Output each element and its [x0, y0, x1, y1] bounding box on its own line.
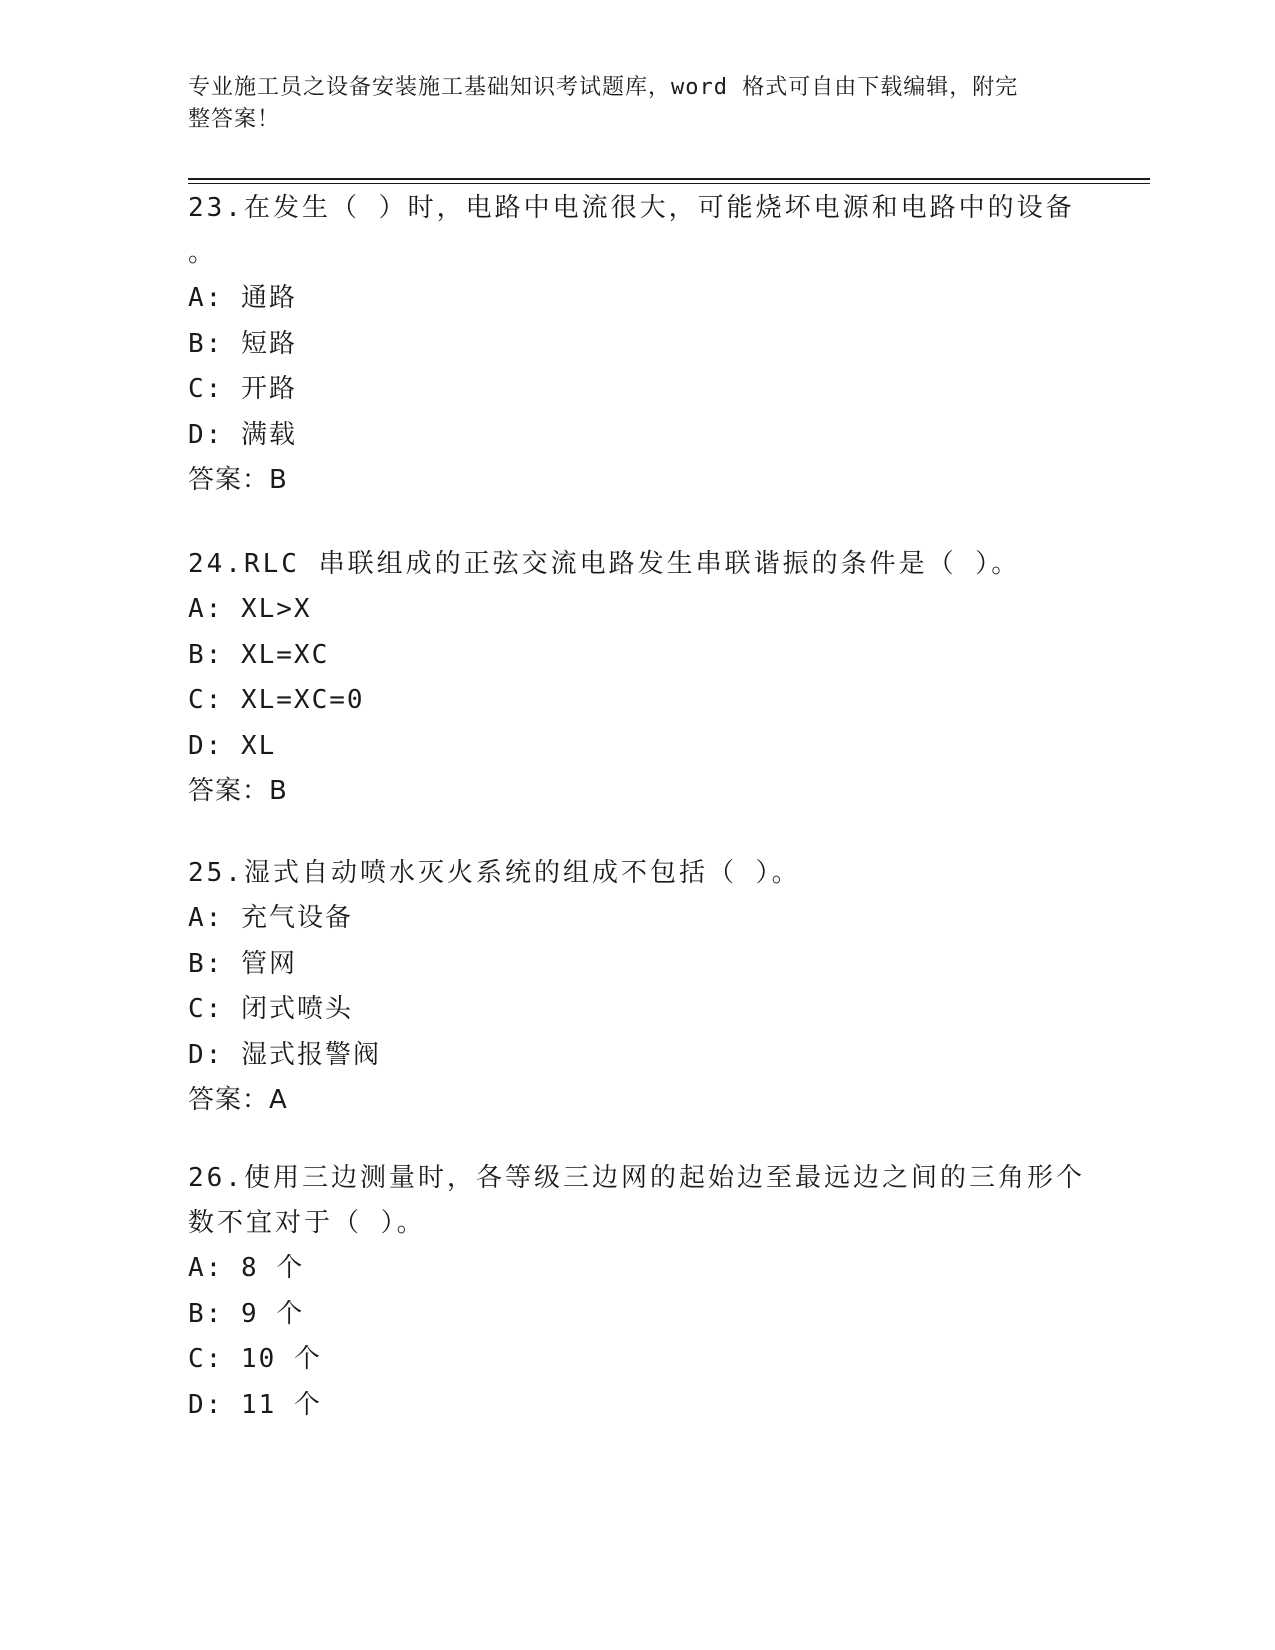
question-stem: 25.湿式自动喷水灭火系统的组成不包括（ ）。	[188, 858, 801, 888]
header-line-2: 整答案！	[188, 107, 281, 132]
question-23	[188, 186, 1088, 502]
question-stem: 26.使用三边测量时，各等级三边网的起始边至最远边之间的三角形个	[188, 1163, 1085, 1193]
question-24	[188, 542, 1088, 813]
option-b: B: 短路	[188, 328, 297, 359]
option-c: C: 10 个	[188, 1344, 322, 1374]
question-26	[188, 1156, 1088, 1428]
document-header	[188, 72, 1088, 136]
option-a: A: 通路	[188, 283, 297, 313]
answer: 答案：B	[188, 465, 288, 495]
option-d: D: XL	[188, 730, 277, 761]
option-c: C: XL=XC=0	[188, 685, 365, 715]
question-stem-continued: 。	[188, 238, 218, 268]
option-d: D: 满载	[188, 419, 297, 450]
option-b: B: 9 个	[188, 1298, 305, 1329]
question-stem: 23.在发生（ ）时，电路中电流很大，可能烧坏电源和电路中的设备	[188, 193, 1075, 223]
question-25	[188, 851, 1088, 1122]
answer: 答案：B	[188, 776, 288, 806]
option-a: A: XL>X	[188, 594, 312, 624]
option-a: A: 8 个	[188, 1253, 305, 1283]
option-c: C: 闭式喷头	[188, 994, 353, 1024]
option-c: C: 开路	[188, 374, 297, 404]
option-d: D: 湿式报警阀	[188, 1039, 381, 1070]
header-line-1: 专业施工员之设备安装施工基础知识考试题库，word 格式可自由下载编辑，附完	[188, 75, 1019, 100]
option-b: B: 管网	[188, 948, 297, 979]
header-divider	[188, 178, 1150, 184]
option-a: A: 充气设备	[188, 903, 353, 933]
question-stem-continued: 数不宜对于（ ）。	[188, 1208, 426, 1238]
answer: 答案：A	[188, 1085, 288, 1115]
question-stem: 24.RLC 串联组成的正弦交流电路发生串联谐振的条件是（ ）。	[188, 549, 1021, 579]
option-d: D: 11 个	[188, 1389, 322, 1420]
option-b: B: XL=XC	[188, 639, 330, 670]
